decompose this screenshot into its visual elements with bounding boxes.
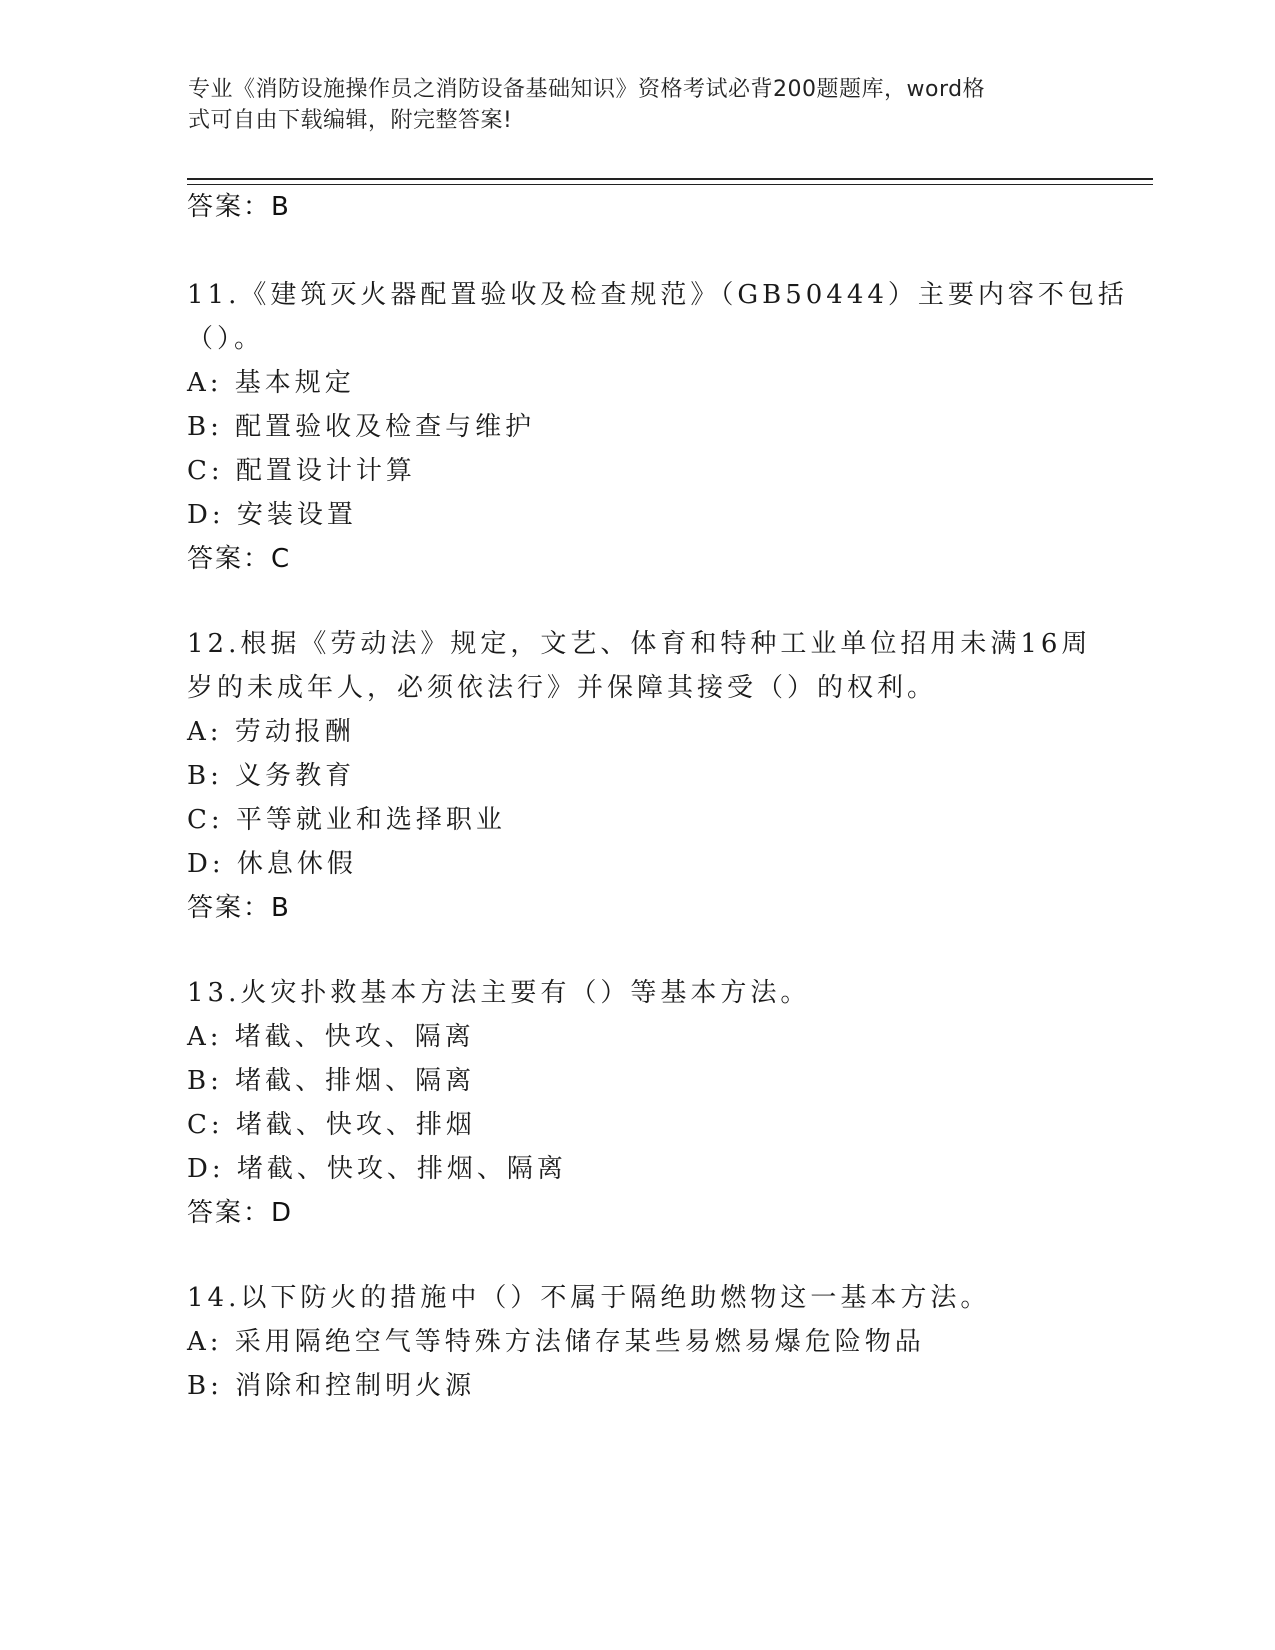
- question-12-stem-line-1: 12.根据《劳动法》规定，文艺、体育和特种工业单位招用未满16周: [187, 629, 1092, 659]
- question-12-stem-line-2: 岁的未成年人，必须依法行》并保障其接受（）的权利。: [187, 673, 938, 703]
- question-13-option-a: A: 堵截、快攻、隔离: [187, 1022, 475, 1052]
- question-11-option-d: D: 安装设置: [187, 500, 357, 530]
- question-11-stem-line-1: 11.《建筑灭火器配置验收及检查规范》（GB50444）主要内容不包括: [187, 280, 1128, 310]
- question-12-option-b: B: 义务教育: [187, 761, 356, 791]
- question-14-option-a: A: 采用隔绝空气等特殊方法储存某些易燃易爆危险物品: [187, 1327, 925, 1357]
- question-13-option-b: B: 堵截、排烟、隔离: [187, 1066, 476, 1096]
- question-11-stem-line-2: （）。: [187, 324, 265, 354]
- question-14-option-b: B: 消除和控制明火源: [187, 1371, 476, 1401]
- question-12-option-a: A: 劳动报酬: [187, 717, 355, 747]
- header-line-2: 式可自由下载编辑，附完整答案!: [188, 108, 513, 133]
- header-line-1: 专业《消防设施操作员之消防设备基础知识》资格考试必背200题题库，word格: [188, 77, 986, 102]
- header-divider: [187, 178, 1153, 185]
- question-12-answer: 答案：B: [187, 893, 291, 923]
- question-11-option-a: A: 基本规定: [187, 368, 355, 398]
- document-header: [188, 74, 1068, 136]
- question-13-option-c: C: 堵截、快攻、排烟: [187, 1110, 476, 1140]
- question-12-option-d: D: 休息休假: [187, 849, 357, 879]
- question-13-stem-line-1: 13.火灾扑救基本方法主要有（）等基本方法。: [187, 978, 811, 1008]
- question-13-answer: 答案：D: [187, 1198, 294, 1228]
- answer-line: 答案：B: [187, 192, 291, 222]
- question-11-option-b: B: 配置验收及检查与维护: [187, 412, 536, 442]
- question-13-option-d: D: 堵截、快攻、排烟、隔离: [187, 1154, 567, 1184]
- question-11-answer: 答案：C: [187, 544, 292, 574]
- question-11-option-c: C: 配置设计计算: [187, 456, 416, 486]
- question-12-option-c: C: 平等就业和选择职业: [187, 805, 506, 835]
- question-14-stem-line-1: 14.以下防火的措施中（）不属于隔绝助燃物这一基本方法。: [187, 1283, 991, 1313]
